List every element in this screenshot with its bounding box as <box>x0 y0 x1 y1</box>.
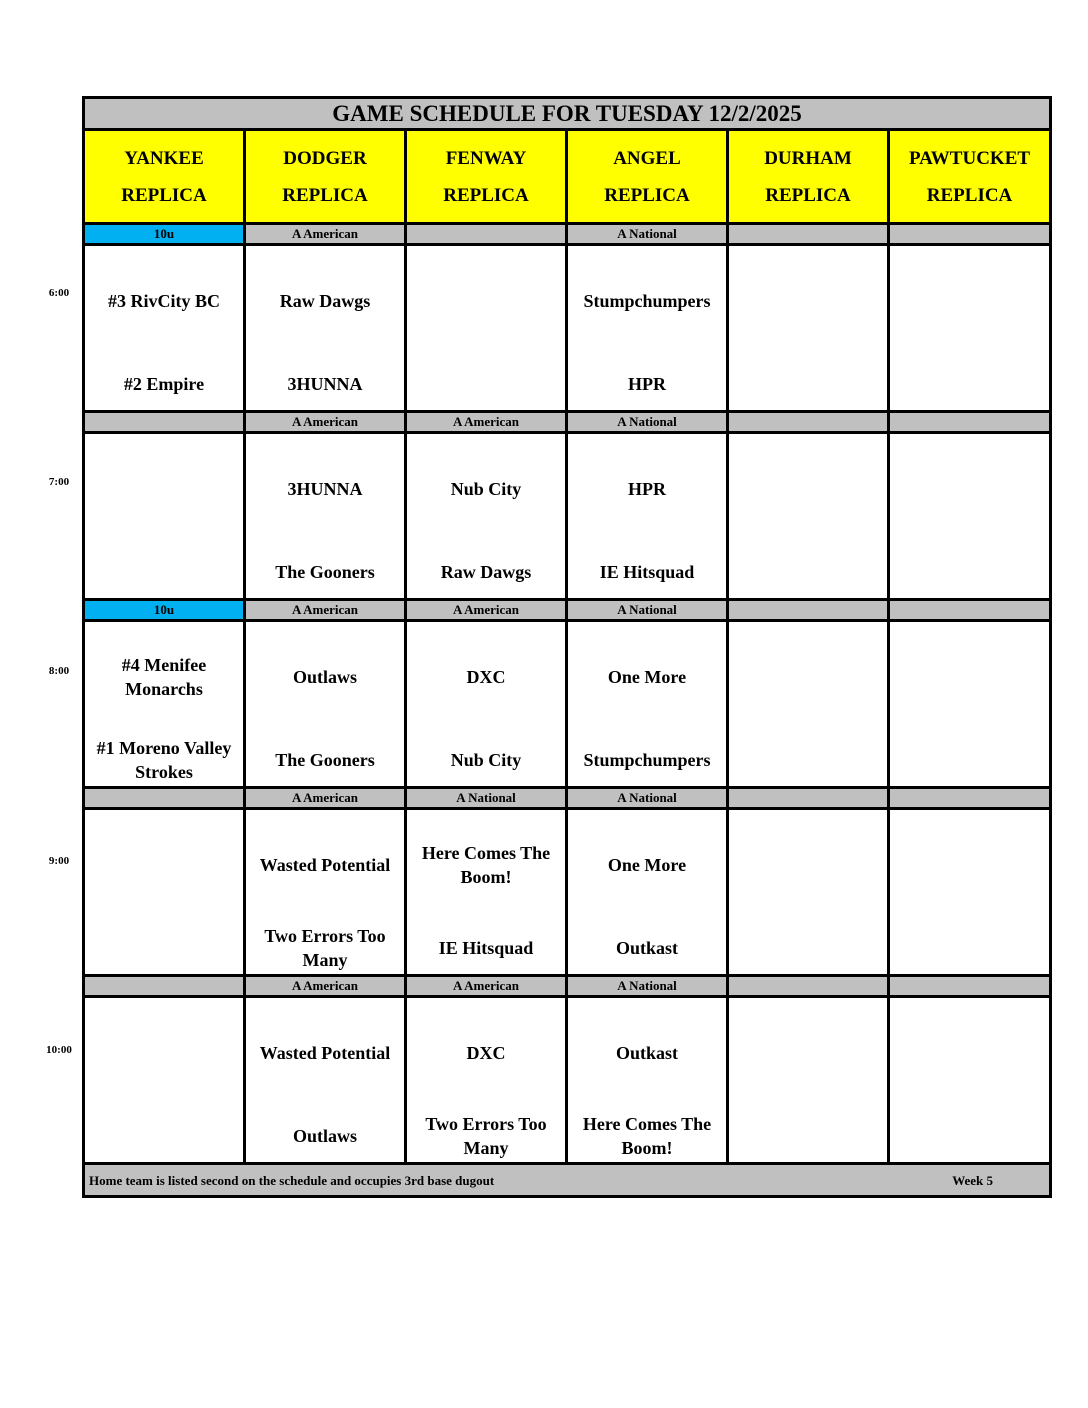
home-team <box>892 547 1047 597</box>
away-team <box>87 464 241 514</box>
footer-note: Home team is listed second on the schedule and occupies 3rd base dugout <box>89 1173 495 1188</box>
home-team <box>892 735 1047 785</box>
home-team: Raw Dawgs <box>440 562 532 582</box>
game-cell <box>889 809 1051 976</box>
field-name: PAWTUCKET <box>908 147 1031 169</box>
division-label: A National <box>567 412 728 433</box>
home-team <box>731 1111 885 1161</box>
home-team: HPR <box>628 374 666 394</box>
home-team: The Gooners <box>275 750 375 770</box>
division-label: A American <box>245 224 406 245</box>
division-label <box>728 976 889 997</box>
away-team: One More <box>607 855 687 875</box>
away-team <box>87 840 241 890</box>
game-row <box>84 809 1051 976</box>
game-cell <box>889 997 1051 1164</box>
time-label: 8:00 <box>48 665 70 677</box>
field-subtitle: REPLICA <box>926 184 1013 206</box>
schedule-title: GAME SCHEDULE FOR TUESDAY 12/2/2025 <box>84 98 1051 130</box>
field-header-1 <box>245 130 406 224</box>
home-team: The Gooners <box>275 562 375 582</box>
field-header-row <box>84 130 1051 224</box>
away-team: Wasted Potential <box>259 1043 391 1063</box>
game-cell <box>567 997 728 1164</box>
home-team <box>892 359 1047 409</box>
time-label: 10:00 <box>46 1044 72 1056</box>
home-team: Outkast <box>615 938 678 958</box>
game-cell <box>406 621 567 788</box>
field-subtitle: REPLICA <box>604 184 690 206</box>
time-label: 7:00 <box>48 476 70 488</box>
away-team <box>731 464 885 514</box>
game-cell <box>84 997 245 1164</box>
division-label <box>728 788 889 809</box>
home-team: IE Hitsquad <box>438 938 534 958</box>
game-cell <box>245 245 406 412</box>
away-team <box>731 1028 885 1078</box>
division-label: 10u <box>84 600 245 621</box>
game-cell <box>406 997 567 1164</box>
game-row <box>84 433 1051 600</box>
footer-row <box>84 1164 1051 1197</box>
field-header-0 <box>84 130 245 224</box>
division-label: A American <box>245 976 406 997</box>
game-cell <box>84 433 245 600</box>
game-cell <box>728 621 889 788</box>
game-cell <box>245 997 406 1164</box>
division-label: A National <box>567 600 728 621</box>
game-cell <box>567 809 728 976</box>
field-subtitle: REPLICA <box>443 184 529 206</box>
home-team: IE Hitsquad <box>599 562 695 582</box>
division-label: A American <box>406 600 567 621</box>
game-cell <box>84 621 245 788</box>
away-team <box>892 1028 1047 1078</box>
game-cell <box>245 621 406 788</box>
field-header-5 <box>889 130 1051 224</box>
field-header-4 <box>728 130 889 224</box>
home-team: Here Comes The Boom! <box>582 1114 712 1158</box>
home-team <box>409 359 563 409</box>
away-team: Nub City <box>450 479 522 499</box>
away-team: Outkast <box>615 1043 678 1063</box>
away-team: DXC <box>466 1043 506 1063</box>
home-team: #2 Empire <box>123 374 205 394</box>
game-cell <box>406 245 567 412</box>
division-label <box>728 412 889 433</box>
field-header-3 <box>567 130 728 224</box>
home-team: #1 Moreno Valley Strokes <box>96 738 232 782</box>
time-label: 9:00 <box>48 855 70 867</box>
game-row <box>84 245 1051 412</box>
division-label: A American <box>406 412 567 433</box>
away-team: #4 Menifee Monarchs <box>121 655 207 699</box>
home-team <box>87 1111 241 1161</box>
home-team <box>87 547 241 597</box>
home-team <box>731 923 885 973</box>
division-label: A National <box>567 224 728 245</box>
home-team <box>892 923 1047 973</box>
away-team <box>87 1028 241 1078</box>
division-label <box>406 224 567 245</box>
field-name: ANGEL <box>613 147 681 169</box>
field-name: DURHAM <box>764 147 852 169</box>
game-cell <box>728 997 889 1164</box>
division-label <box>728 224 889 245</box>
division-row <box>84 600 1051 621</box>
footer-cell <box>84 1164 1051 1197</box>
division-label: A American <box>406 976 567 997</box>
home-team: Stumpchumpers <box>583 750 711 770</box>
away-team: DXC <box>466 667 506 687</box>
division-label <box>889 976 1051 997</box>
field-header-2 <box>406 130 567 224</box>
division-row <box>84 224 1051 245</box>
home-team <box>731 735 885 785</box>
field-subtitle: REPLICA <box>282 184 368 206</box>
division-label: A National <box>567 976 728 997</box>
division-label <box>84 412 245 433</box>
division-label: A American <box>245 788 406 809</box>
field-subtitle: REPLICA <box>765 184 851 206</box>
field-name: FENWAY <box>445 147 527 169</box>
field-name: YANKEE <box>124 147 204 169</box>
division-label <box>84 788 245 809</box>
home-team: 3HUNNA <box>287 374 363 394</box>
game-cell <box>889 245 1051 412</box>
away-team <box>892 464 1047 514</box>
division-label: A National <box>406 788 567 809</box>
division-label <box>889 412 1051 433</box>
away-team <box>892 652 1047 702</box>
division-row <box>84 788 1051 809</box>
division-label <box>889 600 1051 621</box>
home-team <box>731 547 885 597</box>
division-row <box>84 412 1051 433</box>
away-team: HPR <box>628 479 666 499</box>
game-cell <box>889 621 1051 788</box>
division-label: A American <box>245 600 406 621</box>
game-cell <box>728 433 889 600</box>
game-cell <box>245 433 406 600</box>
schedule-table <box>82 96 1052 1198</box>
division-label: A National <box>567 788 728 809</box>
game-cell <box>889 433 1051 600</box>
game-cell <box>567 245 728 412</box>
time-label: 6:00 <box>48 287 70 299</box>
home-team <box>87 923 241 973</box>
away-team: Raw Dawgs <box>279 291 371 311</box>
field-subtitle: REPLICA <box>121 184 207 206</box>
home-team <box>892 1111 1047 1161</box>
home-team: Outlaws <box>292 1126 357 1146</box>
away-team: Outlaws <box>292 667 357 687</box>
game-cell <box>567 621 728 788</box>
away-team <box>731 652 885 702</box>
away-team: Stumpchumpers <box>583 291 711 311</box>
home-team: Two Errors Too Many <box>425 1114 547 1158</box>
home-team: Two Errors Too Many <box>264 926 386 970</box>
away-team: Here Comes The Boom! <box>421 843 551 887</box>
away-team <box>731 276 885 326</box>
game-cell <box>406 809 567 976</box>
division-label: A American <box>245 412 406 433</box>
game-row <box>84 997 1051 1164</box>
division-row <box>84 976 1051 997</box>
away-team <box>409 276 563 326</box>
game-cell <box>728 245 889 412</box>
division-label <box>728 600 889 621</box>
division-label <box>889 224 1051 245</box>
field-name: DODGER <box>283 147 367 169</box>
away-team <box>892 840 1047 890</box>
division-label <box>889 788 1051 809</box>
game-cell <box>728 809 889 976</box>
away-team: One More <box>607 667 687 687</box>
division-label <box>84 976 245 997</box>
week-label: Week 5 <box>952 1173 994 1188</box>
title-row <box>84 98 1051 130</box>
home-team <box>731 359 885 409</box>
home-team: Nub City <box>450 750 522 770</box>
game-row <box>84 621 1051 788</box>
game-cell <box>245 809 406 976</box>
game-cell <box>406 433 567 600</box>
game-cell <box>84 809 245 976</box>
away-team: Wasted Potential <box>259 855 391 875</box>
game-cell <box>84 245 245 412</box>
game-cell <box>567 433 728 600</box>
away-team <box>892 276 1047 326</box>
away-team: #3 RivCity BC <box>108 291 220 311</box>
away-team <box>731 840 885 890</box>
away-team: 3HUNNA <box>287 479 363 499</box>
division-label: 10u <box>84 224 245 245</box>
